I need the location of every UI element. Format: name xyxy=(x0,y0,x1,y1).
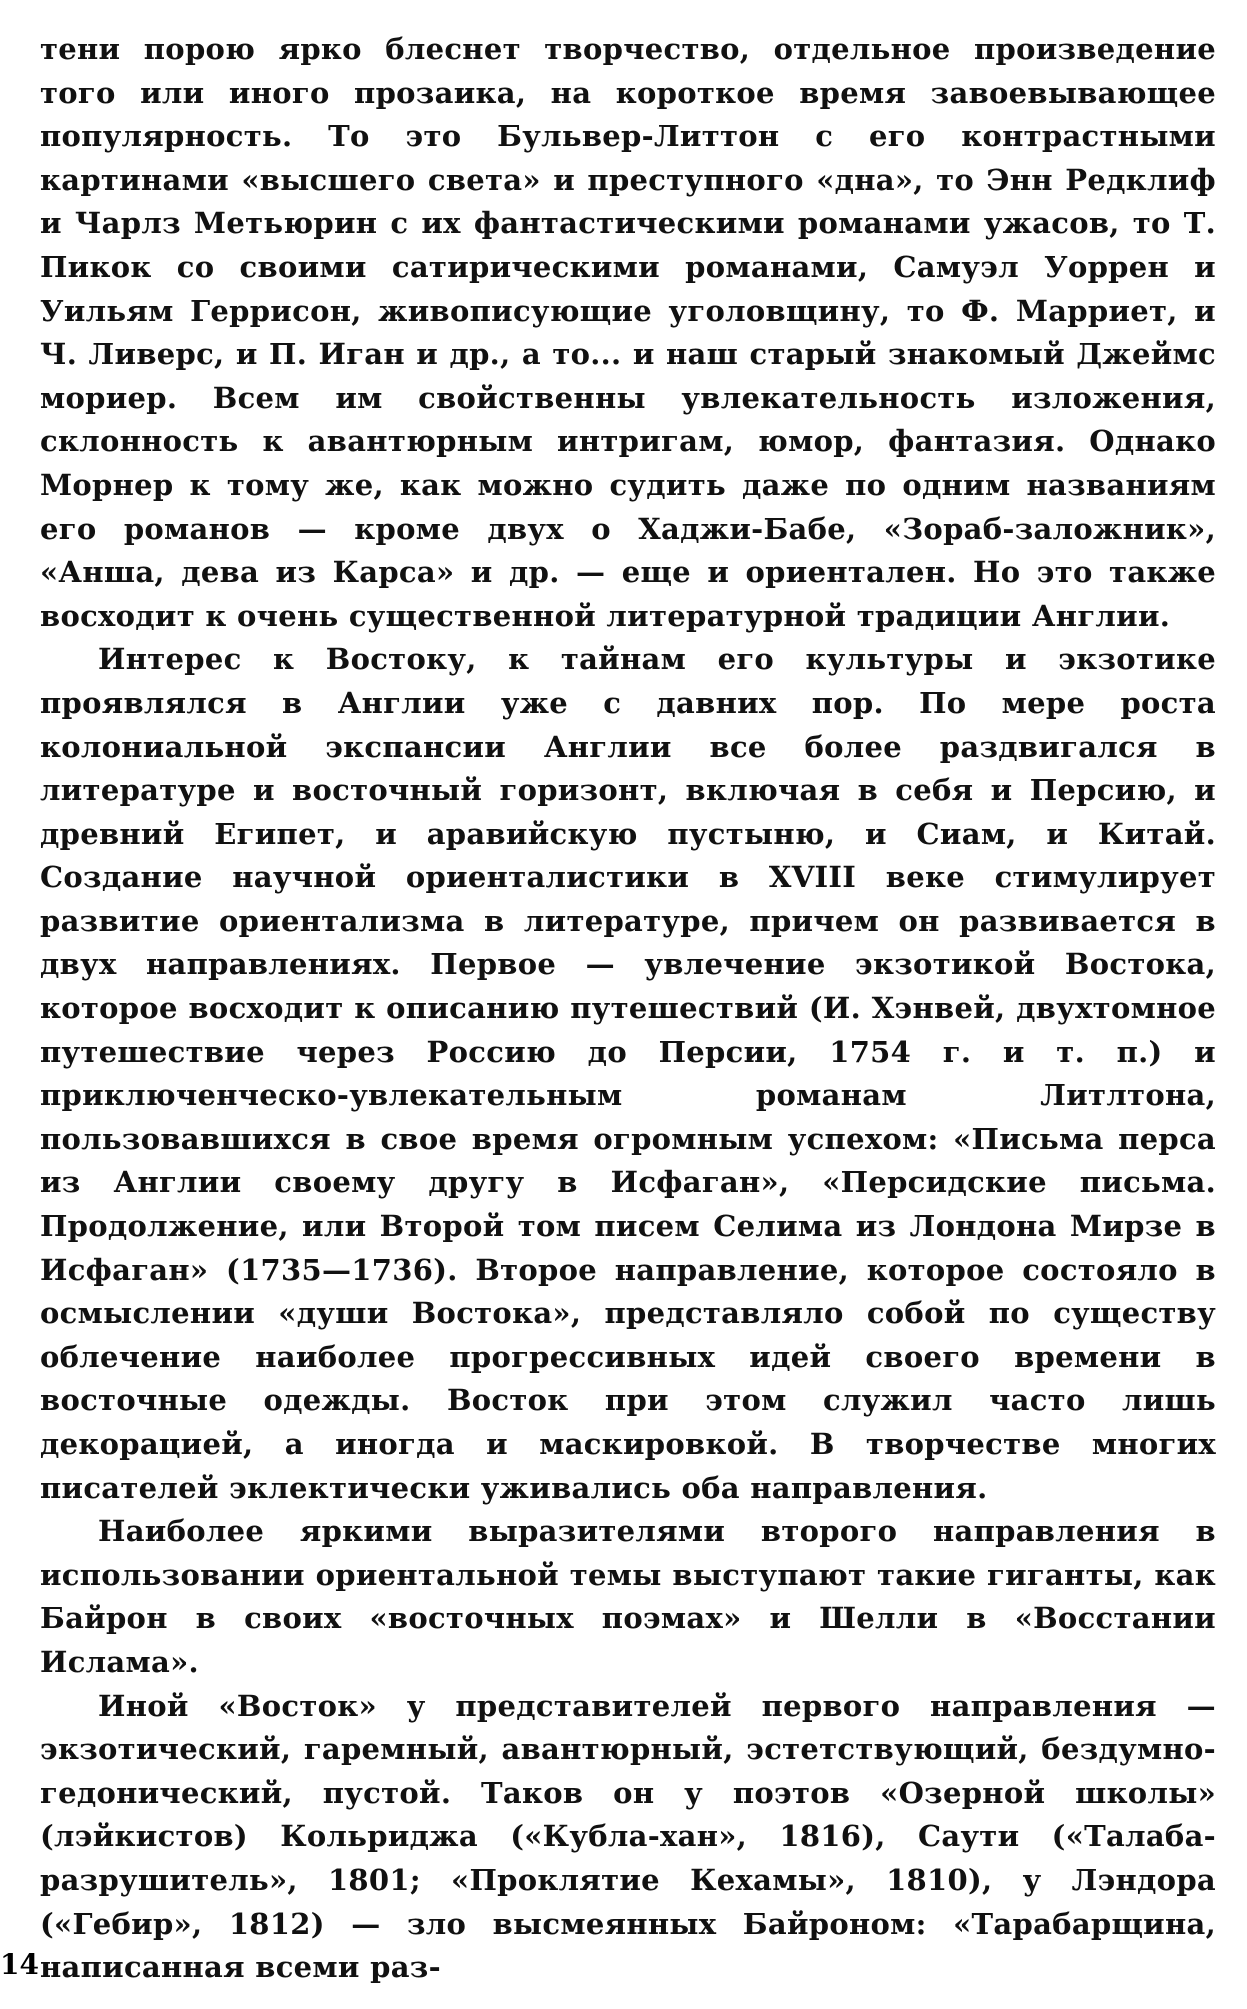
book-page xyxy=(40,28,1216,1985)
paragraph-exotic-east: Иной «Восток» у представителей первого направления — экзотический, гаремный, авантюрный, эстетствующий, бездумно-гедонический, пустой. Таков он у поэтов «Озерной школы» (лэйкистов) Кольриджа («Кубла-хан», 1816), Саути («Талаба-разрушитель», 1801; «Проклятие Кехамы», 1810), у Лэндора («Гебир», 1812) — зло высмеянных Байроном: «Тарабарщина, написанная всеми раз- xyxy=(40,1688,1216,1985)
paragraph-byron-shelley: Наиболее яркими выразителями второго направления в использовании ориентальной темы выступают такие гиганты, как Байрон в своих «восточных поэмах» и Шелли в «Восстании Ислама». xyxy=(40,1514,1216,1679)
paragraph-continued: тени порою ярко блеснет творчество, отдельное произведение того или иного прозаика, на короткое время завоевывающее популярность. То это Бульвер-Литтон с его контрастными картинами «высшего света» и преступного «дна», то Энн Редклиф и Чарлз Метьюрин с их фантастическими романами ужасов, то Т. Пикок со своими сатирическими романами, Самуэл Уоррен и Уильям Геррисон, живописующие уголовщину, то Ф. Марриет, и Ч. Ливерс, и П. Иган и др., а то... и наш старый знакомый Джеймс мориер. Всем им свойственны увлекательность изложения, склонность к авантюрным интригам, юмор, фантазия. Однако Морнер к тому же, как можно судить даже по одним названиям его романов — кроме двух о Хаджи-Бабе, «Зораб-заложник», «Анша, дева из Карса» и др. — еще и ориентален. Но это также восходит к очень существенной литературной традиции Англии. xyxy=(40,32,1216,633)
paragraph-orient-interest: Интерес к Востоку, к тайнам его культуры и экзотике проявлялся в Англии уже с давних пор. По мере роста колониальной экспансии Англии все более раздвигался в литературе и восточный горизонт, включая в себя и Персию, и древний Египет, и аравийскую пустыню, и Сиам, и Китай. Создание научной ориенталистики в XVIII веке стимулирует развитие ориентализма в литературе, причем он развивается в двух направлениях. Первое — увлечение экзотикой Востока, которое восходит к описанию путешествий (И. Хэнвей, двухтомное путешествие через Россию до Персии, 1754 г. и т. п.) и приключенческо-увлекательным романам Литлтона, пользовавшихся в свое время огромным успехом: «Письма перса из Англии своему другу в Исфаган», «Персидские письма. Продолжение, или Второй том писем Селима из Лондона Мирзе в Исфаган» (1735—1736). Второе направление, которое состояло в осмыслении «души Востока», представляло собой по существу облечение наиболее прогрессивных идей своего времени в восточные одежды. Восток при этом служил часто лишь декорацией, а иногда и маскировкой. В творчестве многих писателей эклектически уживались оба направления. xyxy=(40,642,1216,1505)
body-text xyxy=(40,28,1216,1990)
page-number: 14 xyxy=(0,1948,39,1981)
